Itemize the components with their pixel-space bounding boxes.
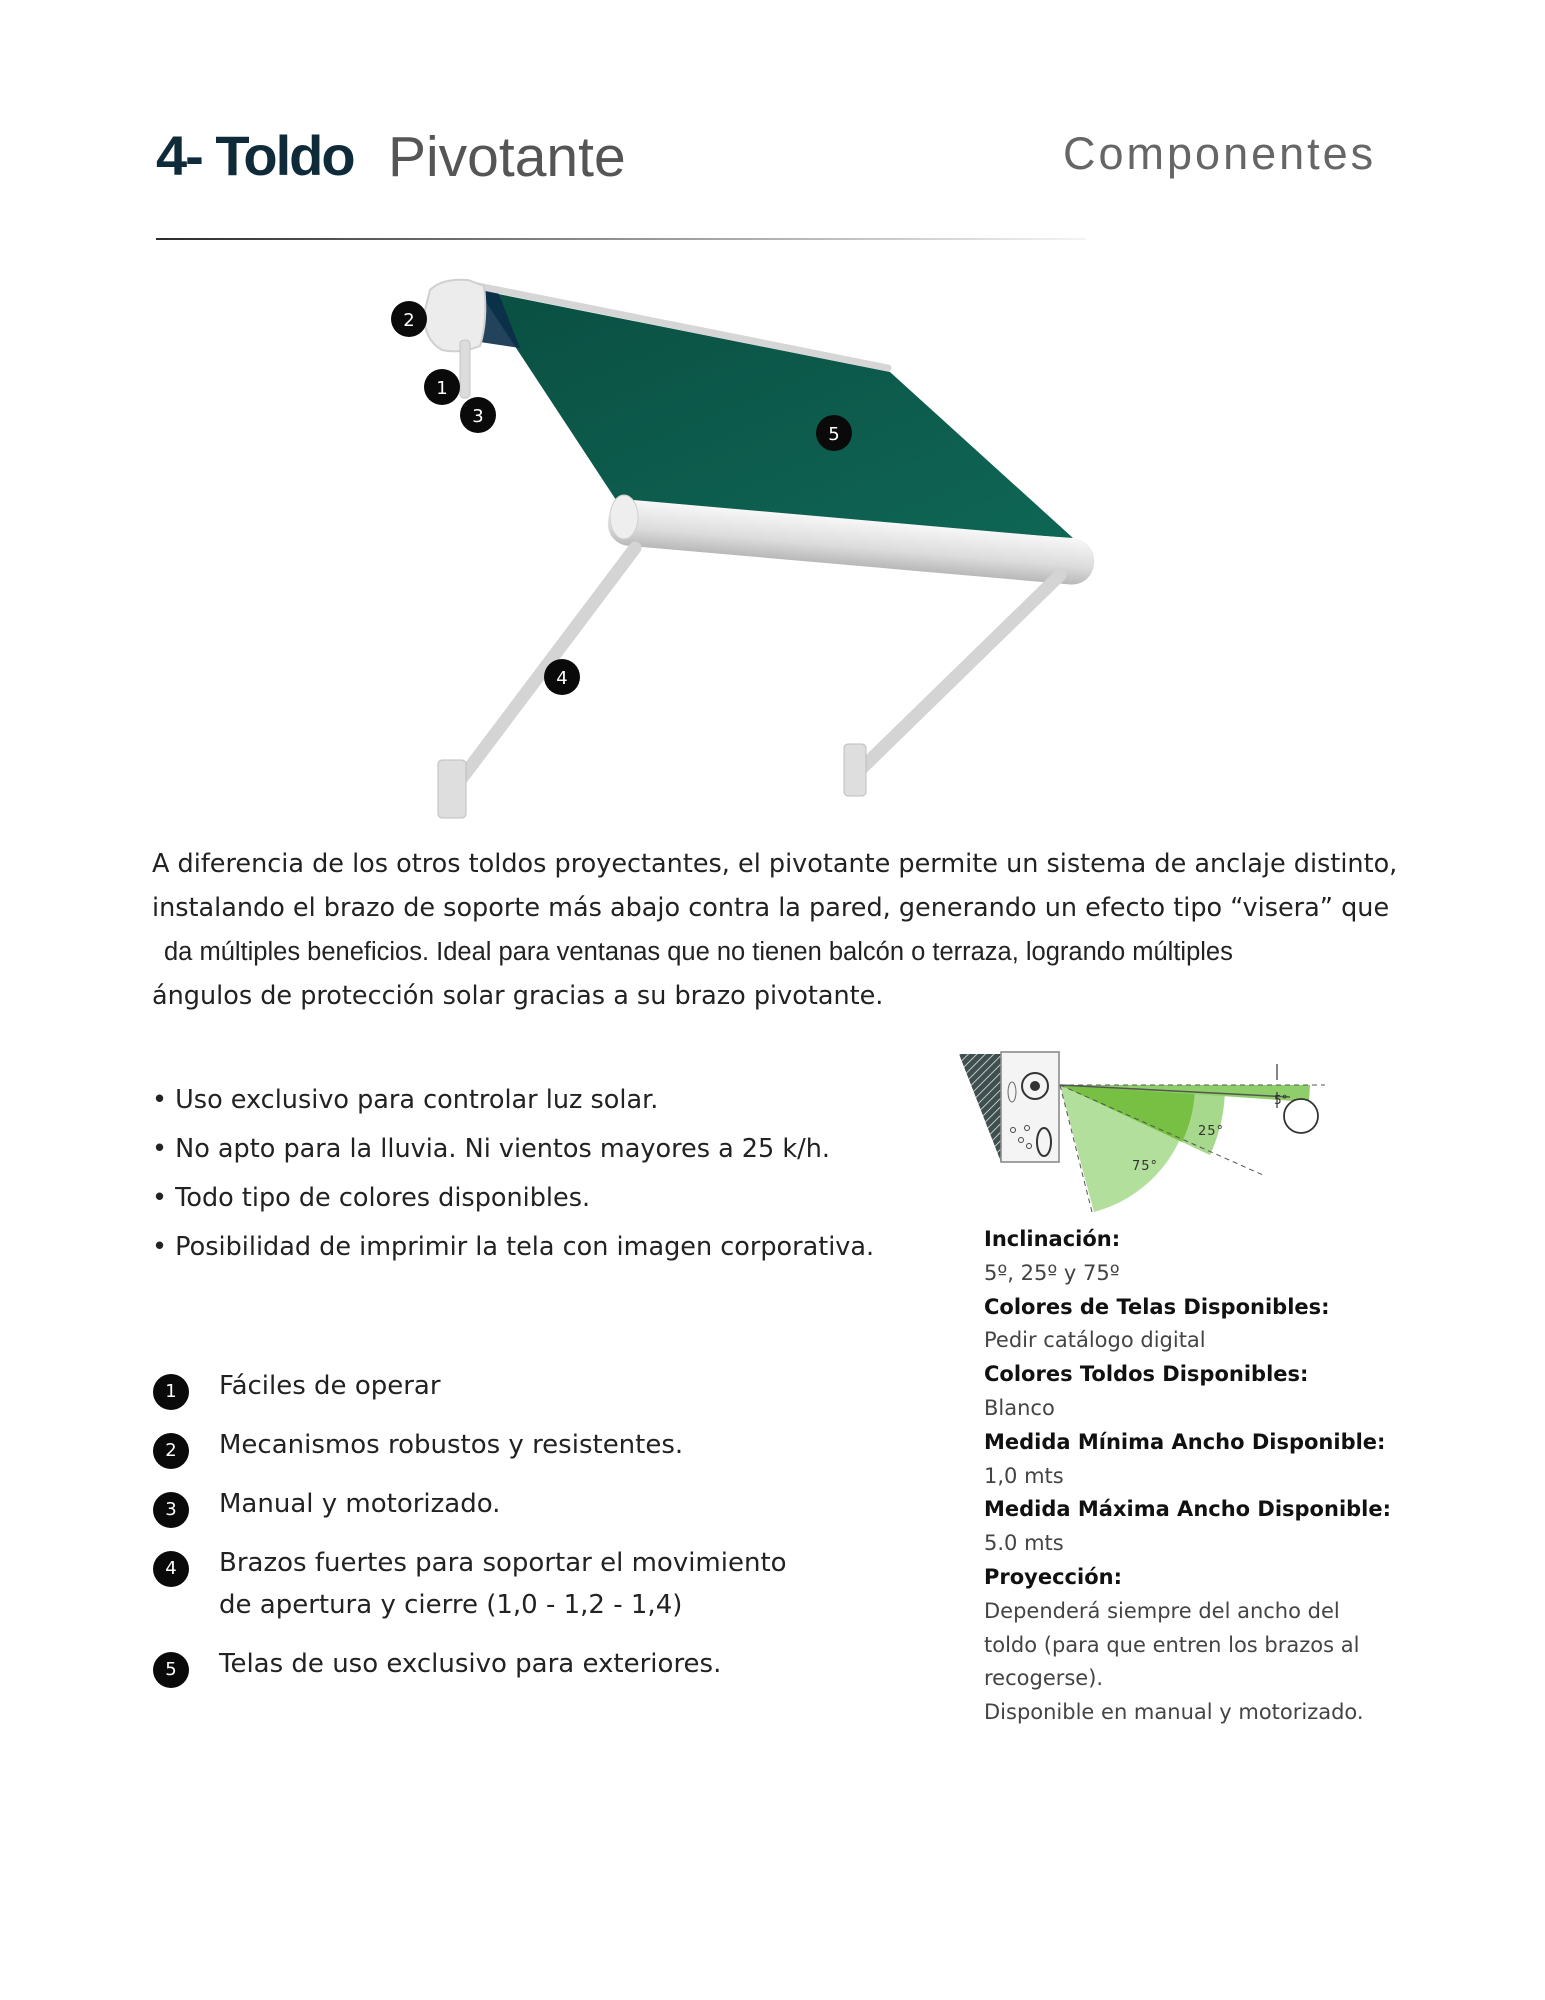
- roller-circle: [1284, 1099, 1318, 1133]
- spec-value: Pedir catálogo digital: [984, 1328, 1206, 1353]
- awning-housing: [424, 280, 485, 352]
- awning-arm-right: [860, 575, 1060, 770]
- wall-hatch: [959, 1054, 1001, 1162]
- specifications: [984, 1223, 1424, 1730]
- svg-text:2: 2: [403, 310, 415, 331]
- spec-label: Inclinación:: [984, 1227, 1121, 1251]
- section-label: Componentes: [1063, 128, 1377, 179]
- spec-value: 5.0 mts: [984, 1531, 1064, 1556]
- component-number-badge: 4: [153, 1551, 189, 1587]
- marker-1: [424, 369, 460, 405]
- spec-label: Medida Máxima Ancho Disponible:: [984, 1497, 1392, 1522]
- spec-value: Blanco: [984, 1395, 1055, 1420]
- intro-line: da múltiples beneficios. Ideal para ventanas que no tienen balcón o terraza, logrando múltiples: [164, 938, 1233, 966]
- spec-label: Colores Toldos Disponibles:: [984, 1362, 1309, 1387]
- component-item: [152, 1483, 912, 1525]
- marker-3: [460, 397, 496, 433]
- component-item: [152, 1424, 912, 1466]
- marker-4: [544, 659, 580, 695]
- spec-label: Medida Mínima Ancho Disponible:: [984, 1429, 1386, 1454]
- spec-value: 1,0 mts: [984, 1463, 1064, 1488]
- feature-item: • Todo tipo de colores disponibles.: [152, 1183, 591, 1213]
- component-text: Brazos fuertes para soportar el movimiento: [219, 1548, 787, 1578]
- angle-label-5: 5°: [1274, 1093, 1288, 1107]
- awning-fabric: [478, 290, 1073, 538]
- component-item: [152, 1643, 912, 1685]
- marker-2: [391, 301, 427, 337]
- spec-label: Proyección:: [984, 1564, 1122, 1589]
- inclination-angle-diagram: [955, 1050, 1365, 1225]
- feature-item: • Uso exclusivo para controlar luz solar.: [152, 1085, 659, 1115]
- component-item: [152, 1365, 912, 1407]
- svg-text:5: 5: [828, 424, 840, 445]
- svg-text:1: 1: [436, 378, 448, 399]
- component-item: [152, 1542, 912, 1626]
- component-number-badge: 5: [153, 1652, 189, 1688]
- angle-label-75: 75°: [1132, 1159, 1159, 1174]
- features-list: [152, 1085, 892, 1281]
- page-title-light: Pivotante: [388, 125, 626, 189]
- header-divider: [156, 238, 1086, 240]
- svg-text:4: 4: [556, 668, 568, 689]
- component-number-badge: 3: [153, 1492, 189, 1528]
- awning-arm-left: [462, 548, 635, 778]
- component-text: Manual y motorizado.: [219, 1489, 501, 1519]
- spec-value: Dependerá siempre del ancho del toldo (para que entren los brazos al recogerse). Disponible en manual y motorizado.: [984, 1598, 1364, 1725]
- spec-value: 5º, 25º y 75º: [984, 1260, 1120, 1285]
- feature-item: • No apto para la lluvia. Ni vientos mayores a 25 k/h.: [152, 1134, 830, 1164]
- marker-5: [816, 415, 852, 451]
- component-text: Mecanismos robustos y resistentes.: [219, 1430, 684, 1460]
- component-text: de apertura y cierre (1,0 - 1,2 - 1,4): [219, 1590, 683, 1620]
- angle-label-25: 25°: [1198, 1124, 1225, 1139]
- intro-line: A diferencia de los otros toldos proyectantes, el pivotante permite un sistema de anclaje distinto,: [152, 849, 1398, 879]
- components-list: [152, 1365, 912, 1702]
- component-text: Fáciles de operar: [219, 1371, 441, 1401]
- component-number-badge: 1: [153, 1374, 189, 1410]
- component-number-badge: 2: [153, 1433, 189, 1469]
- component-text: Telas de uso exclusivo para exteriores.: [219, 1649, 722, 1679]
- page-title-bold: 4- Toldo: [156, 124, 354, 187]
- svg-text:3: 3: [472, 406, 484, 427]
- feature-item: • Posibilidad de imprimir la tela con imagen corporativa.: [152, 1232, 875, 1262]
- intro-line: instalando el brazo de soporte más abajo contra la pared, generando un efecto tipo “visera” que: [152, 893, 1390, 923]
- intro-paragraph: [152, 842, 1398, 1018]
- awning-illustration: [380, 270, 1140, 830]
- spec-label: Colores de Telas Disponibles:: [984, 1294, 1330, 1319]
- intro-line: ángulos de protección solar gracias a su brazo pivotante.: [152, 981, 884, 1011]
